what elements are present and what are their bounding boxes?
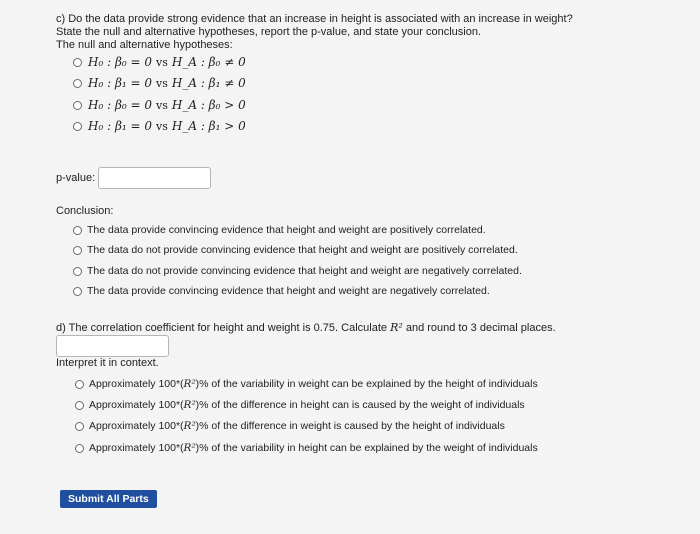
option-text-post: )% of the difference in weight is caused by the height of individuals: [195, 420, 505, 432]
vs-text: vs: [156, 76, 168, 90]
vs-text: vs: [156, 119, 168, 133]
conclusion-option-2[interactable]: [73, 244, 518, 256]
radio-button[interactable]: [75, 380, 84, 389]
question-text-post: and round to 3 decimal places.: [402, 322, 556, 334]
interpret-option-1[interactable]: [75, 378, 538, 390]
conclusion-text: The data do not provide convincing evidence that height and weight are negatively correlated.: [87, 265, 522, 277]
ha-text: H_A : β₀ > 0: [171, 98, 246, 112]
conclusion-text: The data provide convincing evidence that height and weight are positively correlated.: [87, 224, 486, 236]
r-squared-symbol: R²: [183, 420, 196, 432]
conclusion-option-3[interactable]: [73, 265, 522, 277]
radio-button[interactable]: [73, 226, 82, 235]
ha-text: H_A : β₁ ≠ 0: [171, 76, 246, 90]
hypothesis-option-1[interactable]: [73, 53, 246, 71]
h0-text: H₀ : β₀ = 0: [88, 98, 153, 112]
option-text-pre: Approximately 100*(: [89, 420, 184, 432]
conclusion-label: Conclusion:: [56, 205, 114, 217]
part-c-instructions: State the null and alternative hypotheses, report the p-value, and state your conclusion.: [56, 26, 481, 38]
option-text-post: )% of the variability in height can be explained by the weight of individuals: [195, 442, 538, 454]
vs-text: vs: [156, 98, 168, 112]
question-text-pre: d) The correlation coefficient for height and weight is 0.75. Calculate: [56, 322, 391, 334]
h0-text: H₀ : β₁ = 0: [88, 76, 153, 90]
option-text-pre: Approximately 100*(: [89, 442, 184, 454]
part-d-question: [56, 321, 556, 335]
interpret-option-4[interactable]: [75, 442, 538, 454]
h0-text: H₀ : β₁ = 0: [88, 119, 153, 133]
radio-button[interactable]: [73, 246, 82, 255]
radio-button[interactable]: [73, 287, 82, 296]
option-text-pre: Approximately 100*(: [89, 399, 184, 411]
ha-text: H_A : β₀ ≠ 0: [171, 55, 246, 69]
option-text-post: )% of the difference in height can is caused by the weight of individuals: [195, 399, 525, 411]
conclusion-text: The data do not provide convincing evidence that height and weight are positively correlated.: [87, 244, 518, 256]
option-text-pre: Approximately 100*(: [89, 378, 184, 390]
conclusion-option-4[interactable]: [73, 285, 490, 297]
radio-button[interactable]: [73, 79, 82, 88]
interpret-option-2[interactable]: [75, 399, 525, 411]
r-squared-input[interactable]: [56, 335, 169, 357]
r-squared-symbol: R²: [183, 442, 196, 454]
r-squared-symbol: R²: [183, 378, 196, 390]
conclusion-option-1[interactable]: [73, 224, 486, 236]
hypothesis-option-2[interactable]: [73, 74, 246, 92]
h0-text: H₀ : β₀ = 0: [88, 55, 153, 69]
hypothesis-option-3[interactable]: [73, 96, 246, 114]
ha-text: H_A : β₁ > 0: [171, 119, 246, 133]
submit-all-parts-button[interactable]: Submit All Parts: [60, 490, 157, 508]
interpret-label: Interpret it in context.: [56, 357, 159, 369]
r-squared-symbol: R²: [390, 321, 403, 334]
radio-button[interactable]: [73, 101, 82, 110]
radio-button[interactable]: [75, 401, 84, 410]
interpret-option-3[interactable]: [75, 420, 505, 432]
vs-text: vs: [156, 55, 168, 69]
radio-button[interactable]: [73, 267, 82, 276]
pvalue-input[interactable]: [98, 167, 211, 189]
radio-button[interactable]: [73, 58, 82, 67]
conclusion-text: The data provide convincing evidence that height and weight are negatively correlated.: [87, 285, 490, 297]
hypothesis-option-4[interactable]: [73, 117, 246, 135]
pvalue-label: p-value:: [56, 172, 96, 184]
radio-button[interactable]: [75, 444, 84, 453]
r-squared-symbol: R²: [183, 399, 196, 411]
radio-button[interactable]: [75, 422, 84, 431]
part-c-question: c) Do the data provide strong evidence that an increase in height is associated with an increase in weight?: [56, 13, 573, 25]
hypotheses-label: The null and alternative hypotheses:: [56, 39, 233, 51]
option-text-post: )% of the variability in weight can be explained by the height of individuals: [195, 378, 538, 390]
radio-button[interactable]: [73, 122, 82, 131]
